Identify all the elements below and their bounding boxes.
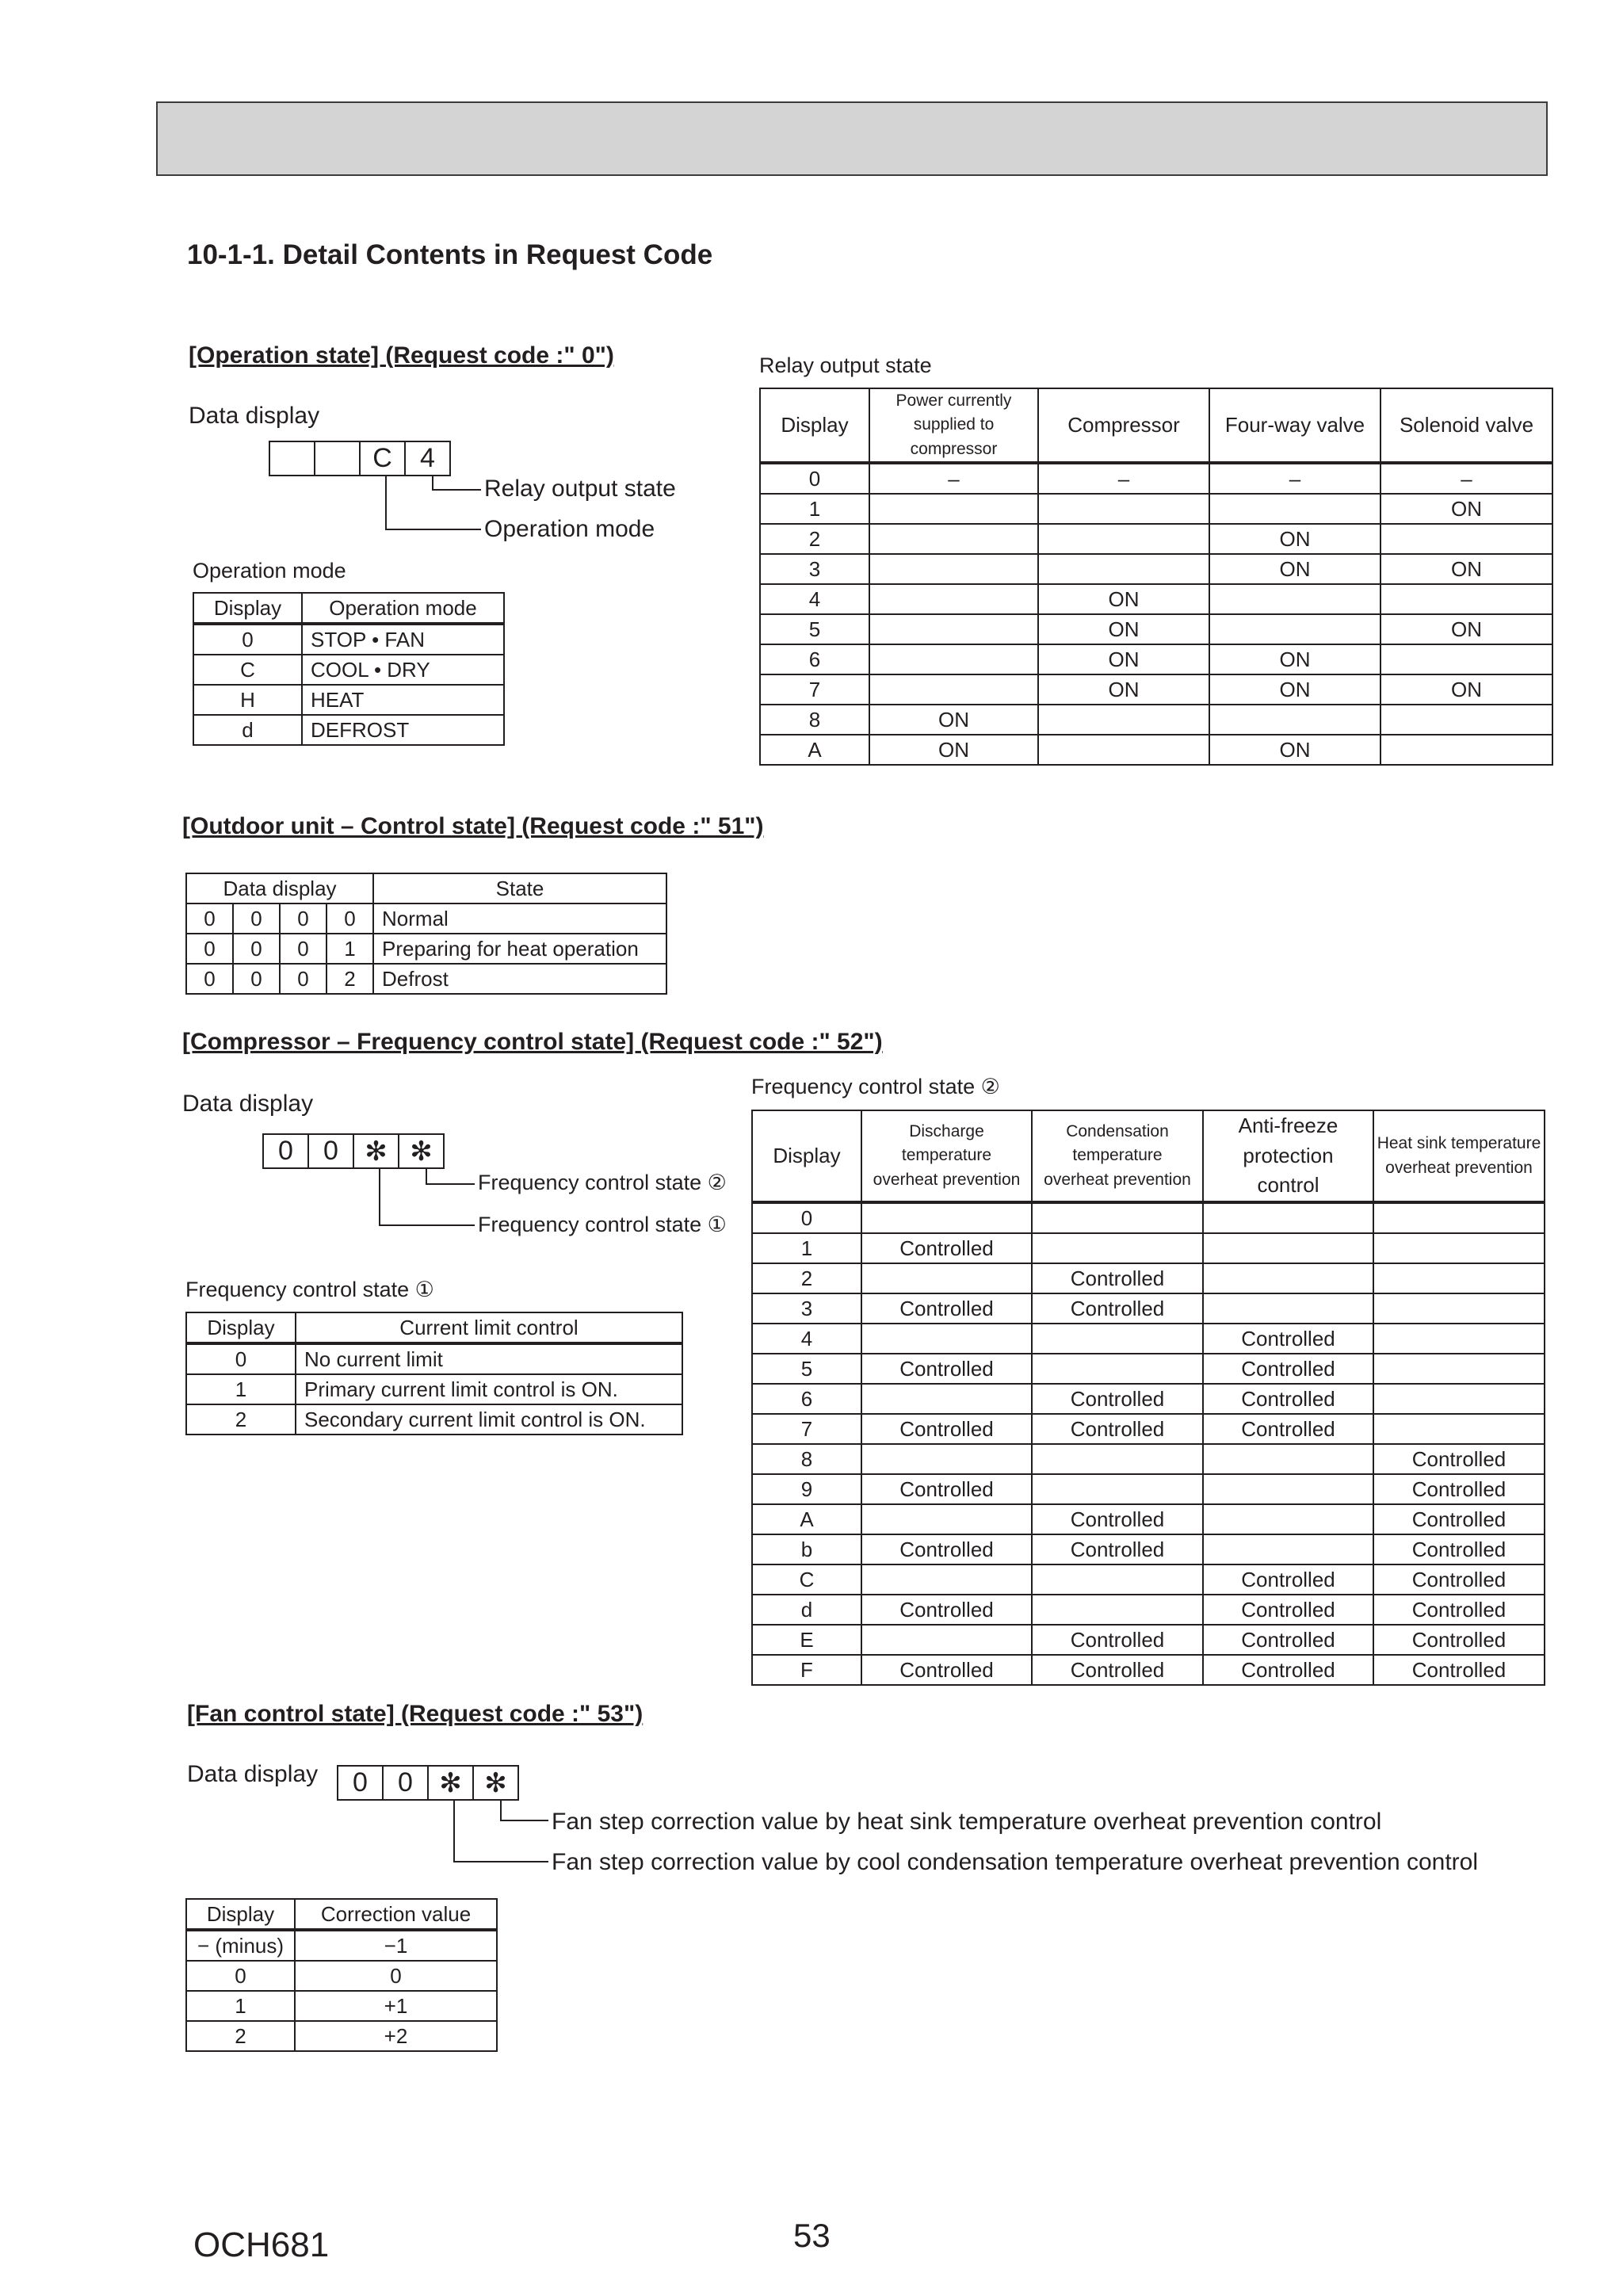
- table-cell: Controlled: [861, 1233, 1032, 1263]
- table-cell: –: [869, 463, 1038, 494]
- table-cell: 9: [752, 1474, 861, 1504]
- table-cell: ON: [1209, 674, 1381, 705]
- state-cell: Normal: [373, 904, 666, 934]
- digit: ✻: [472, 1765, 519, 1801]
- table-cell: Controlled: [1373, 1534, 1545, 1564]
- digit-cell: 0: [233, 904, 280, 934]
- table-cell: 8: [760, 705, 869, 735]
- column-header: Compressor: [1038, 388, 1209, 463]
- table-cell: 1: [760, 494, 869, 524]
- table-cell: ON: [1381, 674, 1552, 705]
- relay-output-caption: Relay output state: [759, 353, 932, 377]
- table-cell: Controlled: [861, 1595, 1032, 1625]
- digit: 0: [382, 1765, 429, 1801]
- table-cell: 0: [186, 1961, 295, 1991]
- digit-cell: 0: [280, 964, 327, 994]
- column-header: Display: [186, 1312, 296, 1343]
- table-cell: ON: [1381, 494, 1552, 524]
- digit-cell: 0: [280, 934, 327, 964]
- digit: 0: [307, 1133, 354, 1169]
- table-cell: Controlled: [1203, 1324, 1373, 1354]
- table-cell: HEAT: [302, 685, 504, 715]
- leader-line: [426, 1169, 475, 1184]
- table-cell: A: [760, 735, 869, 765]
- table-cell: 7: [760, 674, 869, 705]
- outdoor-heading: [Outdoor unit – Control state] (Request code :" 51"): [182, 813, 764, 839]
- table-cell: Controlled: [1373, 1504, 1545, 1534]
- table-cell: Controlled: [1373, 1474, 1545, 1504]
- digit-cell: 0: [327, 904, 373, 934]
- table-cell: ON: [1038, 584, 1209, 614]
- table-cell: 0: [295, 1961, 497, 1991]
- table-cell: 5: [752, 1354, 861, 1384]
- digit: ✻: [398, 1133, 445, 1169]
- table-cell: 4: [760, 584, 869, 614]
- table-cell: Controlled: [1032, 1384, 1203, 1414]
- footer-page-number: 53: [793, 2217, 831, 2254]
- column-header: Display: [186, 1899, 295, 1930]
- digit-cell: 1: [327, 934, 373, 964]
- table-cell: Controlled: [861, 1655, 1032, 1685]
- table-cell: 1: [752, 1233, 861, 1263]
- table-cell: ON: [1381, 614, 1552, 644]
- digit: 4: [404, 441, 451, 476]
- table-cell: Secondary current limit control is ON.: [296, 1404, 682, 1435]
- operation-mode-callout: Operation mode: [484, 516, 655, 542]
- table-cell: 6: [760, 644, 869, 674]
- fan-condensation-callout: Fan step correction value by cool condensation temperature overheat prevention control: [552, 1849, 1479, 1875]
- column-header: Power currently supplied to compressor: [869, 388, 1038, 463]
- table-cell: 2: [760, 524, 869, 554]
- freq-state-1-caption: Frequency control state ①: [185, 1278, 434, 1301]
- column-header: Heat sink temperature overheat prevention: [1373, 1110, 1545, 1202]
- digit: ✻: [353, 1133, 399, 1169]
- table-cell: Controlled: [1203, 1354, 1373, 1384]
- table-cell: 2: [186, 2021, 295, 2051]
- table-cell: 3: [760, 554, 869, 584]
- compressor-data-display-label: Data display: [182, 1091, 314, 1117]
- table-cell: Controlled: [1203, 1414, 1373, 1444]
- table-cell: Controlled: [1373, 1595, 1545, 1625]
- column-header: Correction value: [295, 1899, 497, 1930]
- table-cell: Controlled: [1373, 1444, 1545, 1474]
- table-cell: ON: [1038, 614, 1209, 644]
- digit-cell: 0: [280, 904, 327, 934]
- table-cell: d: [752, 1595, 861, 1625]
- fan-heading: [Fan control state] (Request code :" 53"): [187, 1701, 643, 1727]
- table-cell: ON: [1209, 524, 1381, 554]
- digit-cell: 0: [186, 904, 233, 934]
- table-cell: Controlled: [861, 1534, 1032, 1564]
- column-header: Anti-freeze protection control: [1203, 1110, 1373, 1202]
- freq-state-2-caption: Frequency control state ②: [751, 1075, 1000, 1098]
- column-header: Display: [752, 1110, 861, 1202]
- table-cell: ON: [1209, 735, 1381, 765]
- column-header: Condensation temperature overheat prevention: [1032, 1110, 1203, 1202]
- table-cell: Controlled: [861, 1293, 1032, 1324]
- table-cell: ON: [1381, 554, 1552, 584]
- table-cell: –: [1381, 463, 1552, 494]
- table-cell: Controlled: [1203, 1625, 1373, 1655]
- freq-state-2-callout: Frequency control state ②: [478, 1171, 727, 1194]
- digit: ✻: [427, 1765, 474, 1801]
- digit-cell: 0: [186, 934, 233, 964]
- table-cell: 0: [752, 1202, 861, 1233]
- table-cell: Controlled: [1032, 1625, 1203, 1655]
- table-cell: 2: [186, 1404, 296, 1435]
- table-cell: ON: [1209, 554, 1381, 584]
- column-header: Data display: [186, 873, 373, 904]
- table-cell: ON: [1038, 674, 1209, 705]
- column-header: Discharge temperature overheat prevention: [861, 1110, 1032, 1202]
- table-cell: DEFROST: [302, 715, 504, 745]
- table-cell: Controlled: [1373, 1625, 1545, 1655]
- table-cell: 0: [193, 624, 302, 655]
- column-header: Operation mode: [302, 593, 504, 624]
- table-cell: d: [193, 715, 302, 745]
- table-cell: +1: [295, 1991, 497, 2021]
- table-cell: Controlled: [1032, 1293, 1203, 1324]
- operation-mode-caption: Operation mode: [193, 559, 346, 583]
- column-header: Solenoid valve: [1381, 388, 1552, 463]
- table-cell: STOP • FAN: [302, 624, 504, 655]
- table-cell: Controlled: [1032, 1414, 1203, 1444]
- relay-output-callout: Relay output state: [484, 476, 676, 502]
- table-cell: b: [752, 1534, 861, 1564]
- table-cell: 1: [186, 1991, 295, 2021]
- column-header: Display: [760, 388, 869, 463]
- table-cell: C: [193, 655, 302, 685]
- table-cell: 1: [186, 1374, 296, 1404]
- digit-cell: 2: [327, 964, 373, 994]
- leader-line: [433, 476, 481, 490]
- table-cell: A: [752, 1504, 861, 1534]
- digit: 0: [262, 1133, 309, 1169]
- table-cell: 3: [752, 1293, 861, 1324]
- table-cell: 2: [752, 1263, 861, 1293]
- table-cell: ON: [869, 705, 1038, 735]
- digit-cell: 0: [186, 964, 233, 994]
- state-cell: Preparing for heat operation: [373, 934, 666, 964]
- table-cell: –: [1209, 463, 1381, 494]
- table-cell: Controlled: [1203, 1655, 1373, 1685]
- fan-heat-sink-callout: Fan step correction value by heat sink temperature overheat prevention control: [552, 1809, 1382, 1835]
- table-cell: –: [1038, 463, 1209, 494]
- digit-cell: 0: [233, 964, 280, 994]
- column-header: Current limit control: [296, 1312, 682, 1343]
- table-cell: C: [752, 1564, 861, 1595]
- section-title: 10-1-1. Detail Contents in Request Code: [187, 239, 713, 270]
- table-cell: Controlled: [861, 1414, 1032, 1444]
- table-cell: E: [752, 1625, 861, 1655]
- table-cell: COOL • DRY: [302, 655, 504, 685]
- table-cell: Controlled: [1032, 1263, 1203, 1293]
- column-header: Display: [193, 593, 302, 624]
- table-cell: 0: [186, 1343, 296, 1374]
- table-cell: Controlled: [1373, 1564, 1545, 1595]
- table-cell: Controlled: [861, 1474, 1032, 1504]
- table-cell: +2: [295, 2021, 497, 2051]
- column-header: Four-way valve: [1209, 388, 1381, 463]
- operation-heading: [Operation state] (Request code :" 0"): [189, 342, 614, 369]
- table-cell: No current limit: [296, 1343, 682, 1374]
- state-cell: Defrost: [373, 964, 666, 994]
- table-cell: Controlled: [1032, 1504, 1203, 1534]
- digit: C: [359, 441, 406, 476]
- operation-data-display-label: Data display: [189, 403, 320, 429]
- table-cell: H: [193, 685, 302, 715]
- table-cell: 8: [752, 1444, 861, 1474]
- table-cell: Primary current limit control is ON.: [296, 1374, 682, 1404]
- table-cell: Controlled: [1373, 1655, 1545, 1685]
- table-cell: 6: [752, 1384, 861, 1414]
- digit: 0: [337, 1765, 384, 1801]
- fan-data-display-label: Data display: [187, 1761, 319, 1787]
- table-cell: Controlled: [1203, 1564, 1373, 1595]
- table-cell: ON: [1038, 644, 1209, 674]
- table-cell: 4: [752, 1324, 861, 1354]
- table-cell: F: [752, 1655, 861, 1685]
- footer-model: OCH681: [193, 2225, 330, 2264]
- table-cell: Controlled: [1203, 1384, 1373, 1414]
- table-cell: Controlled: [1203, 1595, 1373, 1625]
- table-cell: −1: [295, 1930, 497, 1961]
- table-cell: − (minus): [186, 1930, 295, 1961]
- digit-cell: 0: [233, 934, 280, 964]
- table-cell: Controlled: [1032, 1655, 1203, 1685]
- freq-state-1-callout: Frequency control state ①: [478, 1213, 727, 1236]
- table-cell: Controlled: [861, 1354, 1032, 1384]
- table-cell: ON: [1209, 644, 1381, 674]
- compressor-heading: [Compressor – Frequency control state] (Request code :" 52"): [182, 1029, 883, 1055]
- table-cell: 7: [752, 1414, 861, 1444]
- leader-line: [501, 1801, 548, 1820]
- table-cell: 0: [760, 463, 869, 494]
- table-cell: 5: [760, 614, 869, 644]
- column-header: State: [373, 873, 666, 904]
- table-cell: Controlled: [1032, 1534, 1203, 1564]
- table-cell: ON: [869, 735, 1038, 765]
